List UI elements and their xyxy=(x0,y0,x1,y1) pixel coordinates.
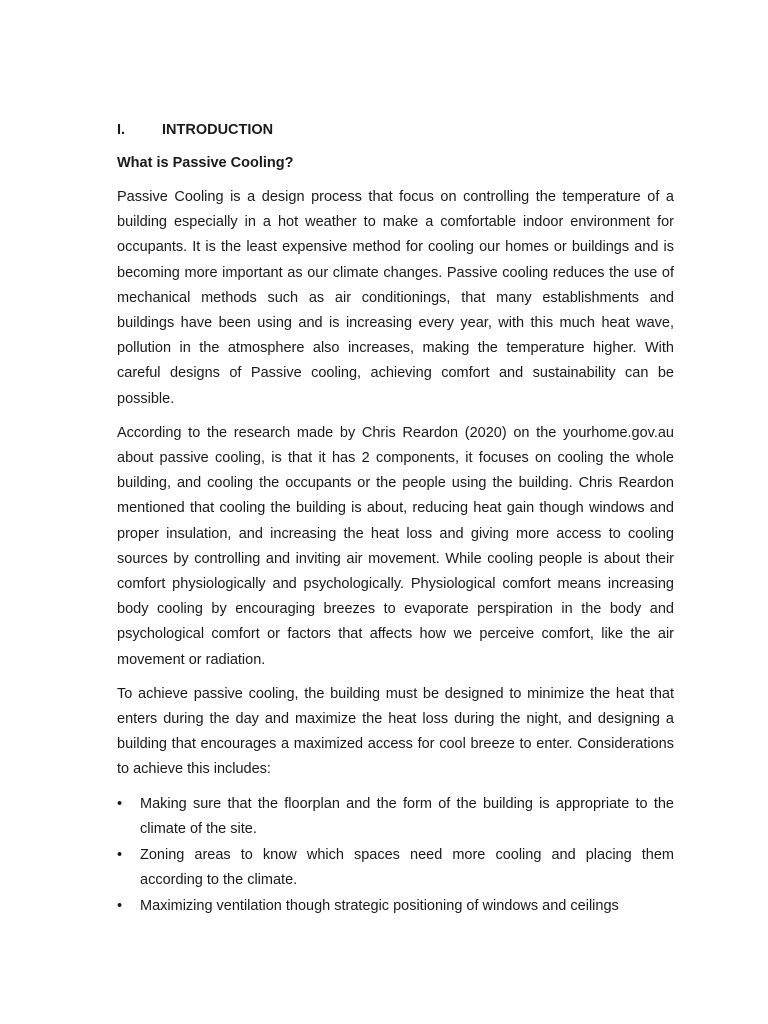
list-item xyxy=(117,792,674,842)
subheading: What is Passive Cooling? xyxy=(117,155,294,171)
paragraph-research: According to the research made by Chris Reardon (2020) on the yourhome.gov.au about passive cooling, is that it has 2 components, it focuses on cooling the whole building, and cooling the occupants or the people using the building. Chris Reardon mentioned that cooling the building is about, reducing heat gain though windows and proper insulation, and increasing the heat loss and giving more access to cooling sources by controlling and inviting air movement. While cooling people is about their comfort physiologically and psychologically. Physiological comfort means increasing body cooling by encouraging breezes to evaporate perspiration in the body and psychological comfort or factors that affects how we perceive comfort, like the air movement or radiation. xyxy=(117,424,674,668)
considerations-list xyxy=(117,792,674,920)
list-item-text: Maximizing ventilation though strategic positioning of windows and ceilings xyxy=(140,898,619,915)
bullet-icon: • xyxy=(117,795,123,812)
list-item-text: Making sure that the floorplan and the form of the building is appropriate to the climate of the site. xyxy=(140,795,674,837)
paragraph-definition: Passive Cooling is a design process that focus on controlling the temperature of a building especially in a hot weather to make a comfortable indoor environment for occupants. It is the least expensive method for cooling our homes or buildings and is becoming more important as our climate changes. Passive cooling reduces the use of mechanical methods such as air conditionings, that many establishments and buildings have been using and is increasing every year, with this much heat wave, pollution in the atmosphere also increases, making the temperature higher. With careful designs of Passive cooling, achieving comfort and sustainability can be possible. xyxy=(117,189,674,407)
section-title: INTRODUCTION xyxy=(162,122,274,138)
list-item xyxy=(117,843,674,893)
section-heading xyxy=(117,118,674,143)
list-item xyxy=(117,894,674,919)
bullet-icon: • xyxy=(117,847,123,864)
document-body xyxy=(117,118,674,921)
section-number: I. xyxy=(117,122,126,138)
paragraph-considerations: To achieve passive cooling, the building must be designed to minimize the heat that enters during the day and maximize the heat loss during the night, and designing a building that encourages a maximized access for cool breeze to enter. Considerations to achieve this includes: xyxy=(117,685,674,778)
bullet-icon: • xyxy=(117,898,123,915)
list-item-text: Zoning areas to know which spaces need more cooling and placing them according to the climate. xyxy=(140,847,674,889)
